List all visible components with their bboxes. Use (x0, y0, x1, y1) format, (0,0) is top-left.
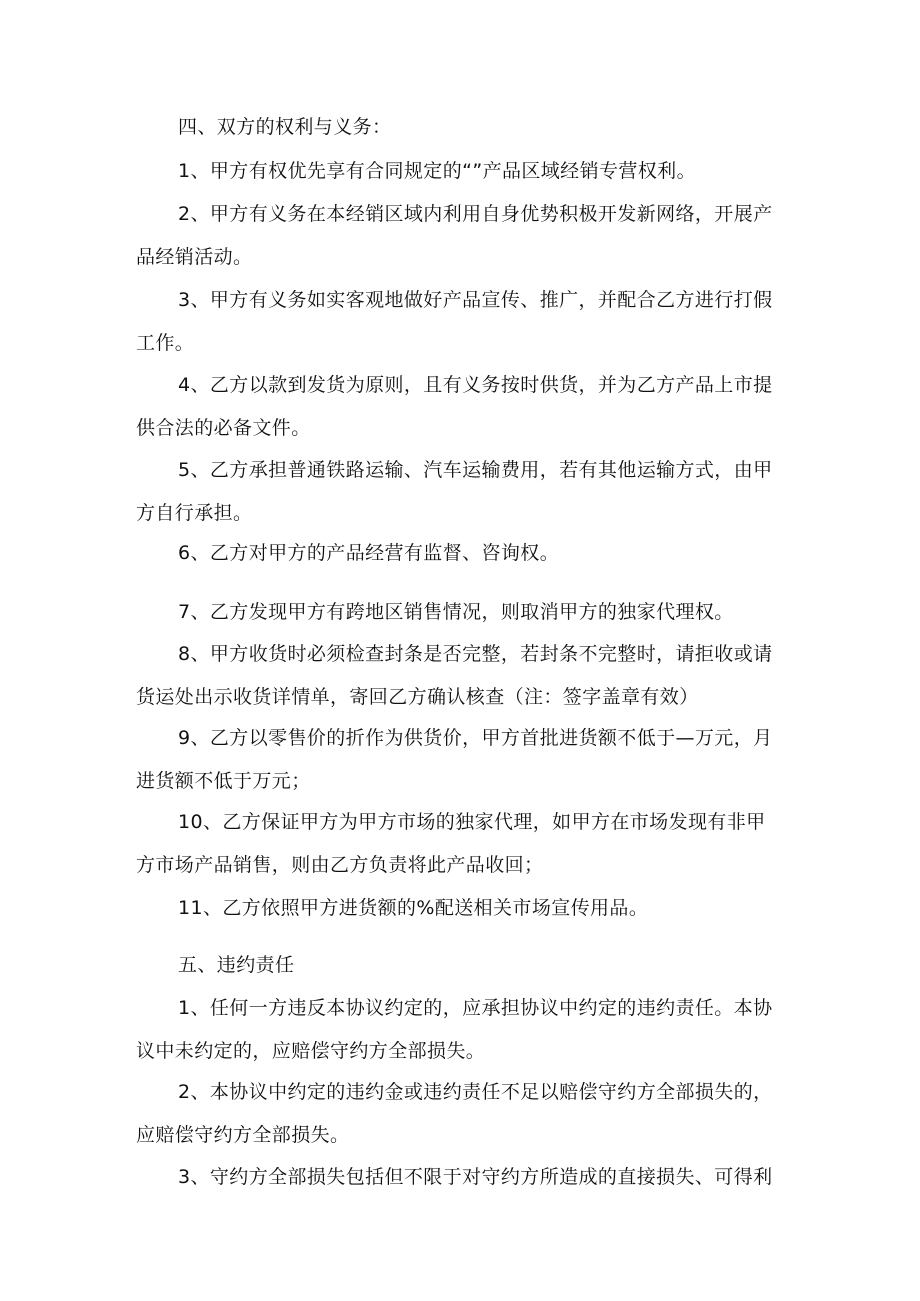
item-line: 4、乙方以款到发货为原则，且有义务按时供货，并为乙方产品上市提 (178, 374, 773, 396)
section-4-item-5 (136, 449, 804, 535)
item-line: 品经销活动。 (136, 246, 253, 268)
section-4-item-4 (136, 364, 804, 450)
item-line: 方市场产品销售，则由乙方负责将此产品收回； (136, 854, 544, 876)
item-line: 货运处出示收货详情单，寄回乙方确认核查（注：签字盖章有效） (136, 686, 699, 708)
item-line: 11、乙方依照甲方进货额的%配送相关市场宣传用品。 (178, 897, 649, 919)
section-5-heading (136, 944, 804, 987)
section-5-item-1 (136, 987, 804, 1073)
item-line: 应赔偿守约方全部损失。 (136, 1124, 350, 1146)
item-line: 2、本协议中约定的违约金或违约责任不足以赔偿守约方全部损失的， (178, 1081, 773, 1103)
item-line: 供合法的必备文件。 (136, 417, 311, 439)
section-4-item-8 (136, 633, 804, 719)
section-4-item-9 (136, 717, 804, 803)
item-line: 工作。 (136, 332, 195, 354)
item-line: 7、乙方发现甲方有跨地区销售情况，则取消甲方的独家代理权。 (178, 601, 734, 623)
section-4-item-7 (136, 591, 804, 634)
item-line: 8、甲方收货时必须检查封条是否完整，若封条不完整时，请拒收或请 (178, 643, 773, 665)
section-5-item-2 (136, 1071, 804, 1157)
item-line: 方自行承担。 (136, 502, 253, 524)
item-line: 5、乙方承担普通铁路运输、汽车运输费用，若有其他运输方式，由甲 (178, 459, 773, 481)
section-4-heading (136, 106, 804, 149)
item-line: 1、甲方有权优先享有合同规定的“”产品区域经销专营权利。 (178, 160, 696, 182)
item-line: 9、乙方以零售价的折作为供货价，甲方首批进货额不低于—万元，月 (178, 727, 773, 749)
section-4-item-6 (136, 532, 804, 575)
item-line: 进货额不低于万元； (136, 770, 311, 792)
section-4-item-3 (136, 279, 804, 365)
item-line: 1、任何一方违反本协议约定的，应承担协议中约定的违约责任。本协 (178, 997, 773, 1019)
heading-text: 五、违约责任 (178, 954, 295, 976)
item-line: 10、乙方保证甲方为甲方市场的独家代理，如甲方在市场发现有非甲 (178, 811, 766, 833)
section-4-item-11 (136, 887, 804, 930)
item-line: 3、甲方有义务如实客观地做好产品宣传、推广，并配合乙方进行打假 (178, 289, 773, 311)
heading-text: 四、双方的权利与义务： (178, 116, 392, 138)
item-line: 3、守约方全部损失包括但不限于对守约方所造成的直接损失、可得利 (178, 1166, 773, 1188)
section-4-item-1 (136, 150, 804, 193)
item-line: 6、乙方对甲方的产品经营有监督、咨询权。 (178, 542, 560, 564)
section-5-item-3 (136, 1156, 804, 1199)
section-4-item-10 (136, 801, 804, 887)
item-line: 2、甲方有义务在本经销区域内利用自身优势积极开发新网络，开展产 (178, 203, 773, 225)
item-line: 议中未约定的，应赔偿守约方全部损失。 (136, 1040, 486, 1062)
section-4-item-2 (136, 193, 804, 279)
